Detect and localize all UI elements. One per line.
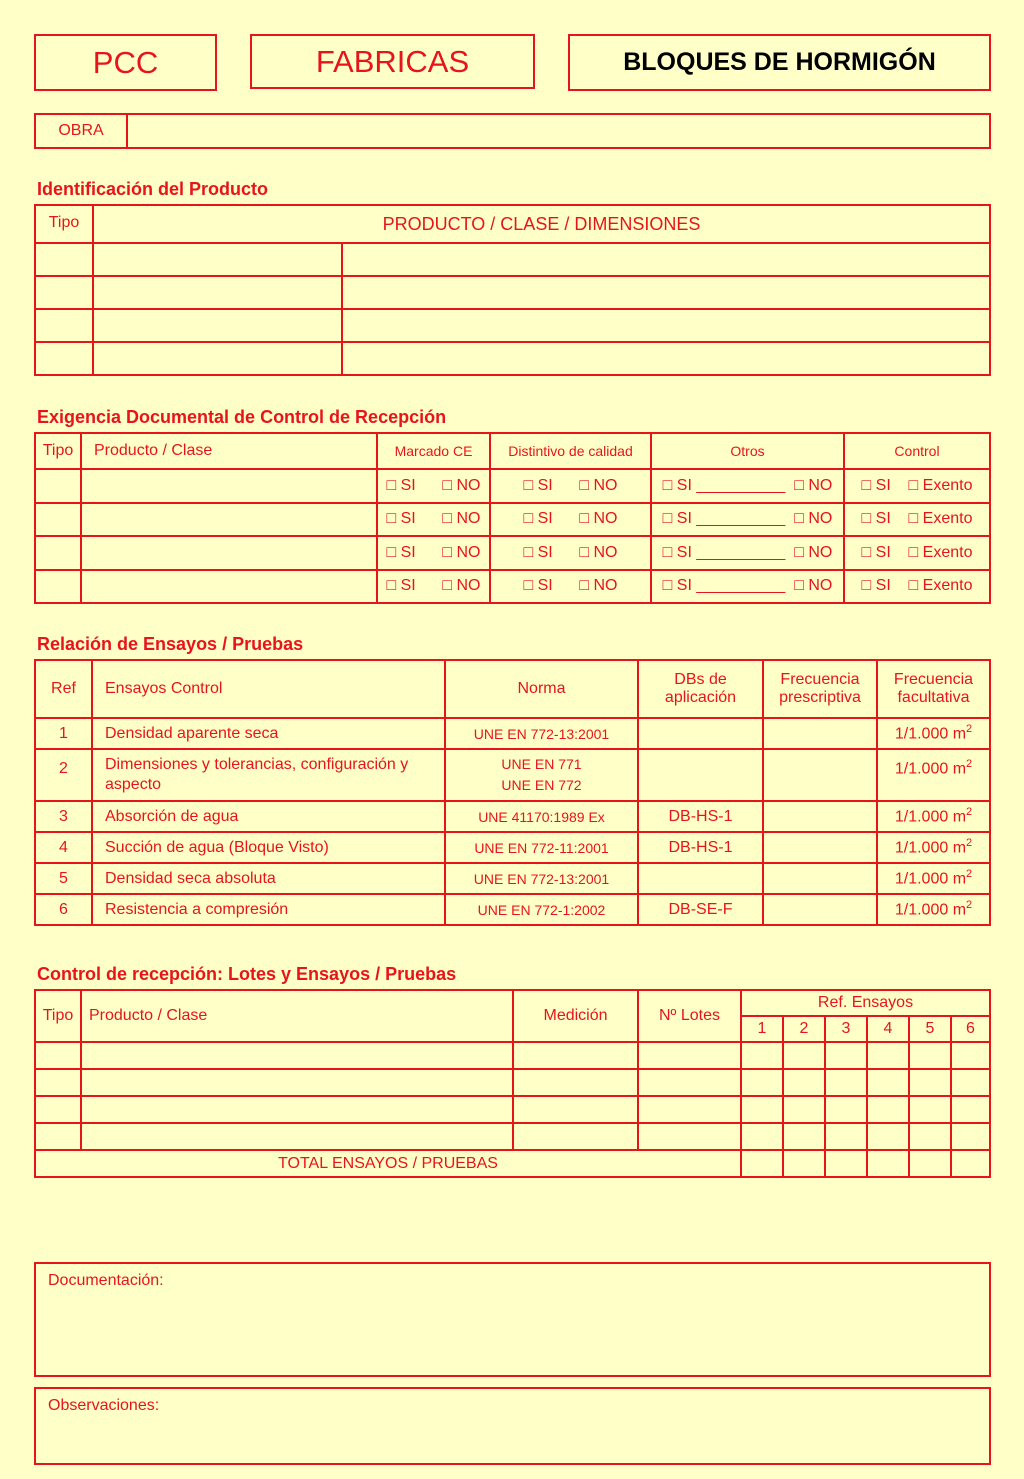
- control-checkbox[interactable]: □ SI □ Exento: [844, 469, 990, 503]
- distintivo-checkbox[interactable]: □ SI □ NO: [490, 469, 651, 503]
- ct-col-producto: Producto / Clase: [81, 990, 513, 1042]
- ensayo-norma-line: UNE EN 772: [501, 777, 582, 793]
- identificacion-table: [34, 204, 991, 376]
- ensayo-name: Succión de agua (Bloque Visto): [92, 832, 445, 863]
- ensayo-facultativa: 1/1.000 $m^2$: [877, 863, 990, 894]
- ensayo-norma: UNE EN 772-13:2001: [445, 718, 638, 749]
- ensayo-name: Densidad seca absoluta: [92, 863, 445, 894]
- ensayo-row: [35, 863, 990, 894]
- fabricas-box: [250, 34, 535, 89]
- ex-cell[interactable]: [81, 503, 377, 537]
- identificacion-title: Identificación del Producto: [37, 179, 269, 199]
- ensayo-prescriptiva: [763, 832, 877, 863]
- total-cell[interactable]: [741, 1150, 783, 1177]
- id-cell[interactable]: [93, 243, 342, 276]
- ex-col-otros: Otros: [651, 433, 844, 469]
- ct-cell[interactable]: [638, 1042, 741, 1069]
- id-cell[interactable]: [35, 276, 93, 309]
- id-cell[interactable]: [35, 342, 93, 375]
- ensayo-prescriptiva: [763, 863, 877, 894]
- marcado-checkbox[interactable]: □ SI □ NO: [377, 536, 490, 570]
- ensayo-prescriptiva: [763, 718, 877, 749]
- ct-cell[interactable]: [909, 1069, 951, 1096]
- ct-cell[interactable]: [741, 1069, 783, 1096]
- ens-col-dbs: DBs de aplicación: [638, 660, 763, 718]
- distintivo-checkbox[interactable]: □ SI □ NO: [490, 503, 651, 537]
- ex-cell[interactable]: [35, 536, 81, 570]
- title-box: [568, 34, 991, 91]
- ex-cell[interactable]: [81, 536, 377, 570]
- id-col-producto: PRODUCTO / CLASE / DIMENSIONES: [93, 205, 990, 243]
- ensayos-table: [34, 659, 991, 926]
- ex-col-control: Control: [844, 433, 990, 469]
- obra-field[interactable]: [127, 114, 990, 148]
- ensayo-prescriptiva: [763, 801, 877, 832]
- ct-cell[interactable]: [513, 1123, 638, 1150]
- distintivo-checkbox[interactable]: □ SI □ NO: [490, 570, 651, 604]
- ensayo-name: Densidad aparente seca: [92, 718, 445, 749]
- ensayo-name: Absorción de agua: [92, 801, 445, 832]
- ex-cell[interactable]: [81, 570, 377, 604]
- ct-ref-num: 4: [867, 1016, 909, 1042]
- id-cell[interactable]: [342, 276, 990, 309]
- page-title: BLOQUES DE HORMIGÓN: [623, 48, 936, 76]
- ens-col-prescriptiva: Frecuencia prescriptiva: [763, 660, 877, 718]
- ensayo-ref: 6: [35, 894, 92, 925]
- ct-cell[interactable]: [81, 1096, 513, 1123]
- ensayo-ref: 5: [35, 863, 92, 894]
- control-checkbox[interactable]: □ SI □ Exento: [844, 536, 990, 570]
- otros-checkbox[interactable]: □ SI __________ □ NO: [651, 570, 844, 604]
- ensayo-prescriptiva: [763, 749, 877, 801]
- ensayo-ref: 3: [35, 801, 92, 832]
- ct-col-medicion: Medición: [513, 990, 638, 1042]
- control-checkbox[interactable]: □ SI □ Exento: [844, 570, 990, 604]
- ct-cell[interactable]: [783, 1123, 825, 1150]
- ensayo-row: [35, 749, 990, 801]
- ensayo-row: [35, 894, 990, 925]
- otros-checkbox[interactable]: □ SI __________ □ NO: [651, 469, 844, 503]
- obra-label: OBRA: [35, 114, 127, 148]
- ct-cell[interactable]: [867, 1069, 909, 1096]
- pcc-box: [34, 34, 217, 91]
- ct-cell[interactable]: [909, 1042, 951, 1069]
- ct-cell[interactable]: [783, 1042, 825, 1069]
- ensayo-db: [638, 863, 763, 894]
- ct-ref-num: 1: [741, 1016, 783, 1042]
- ensayo-row: [35, 832, 990, 863]
- ct-ref-num: 5: [909, 1016, 951, 1042]
- ensayo-facultativa: 1/1.000 $m^2$: [877, 894, 990, 925]
- documentacion-box[interactable]: [34, 1262, 991, 1377]
- control-checkbox[interactable]: □ SI □ Exento: [844, 503, 990, 537]
- ct-col-tipo: Tipo: [35, 990, 81, 1042]
- ct-cell[interactable]: [825, 1096, 867, 1123]
- ct-cell[interactable]: [825, 1123, 867, 1150]
- ensayo-facultativa: 1/1.000 $m^2$: [877, 749, 990, 801]
- ensayo-norma: UNE EN 772-11:2001: [445, 832, 638, 863]
- ens-col-ref: Ref: [35, 660, 92, 718]
- ex-cell[interactable]: [35, 469, 81, 503]
- ensayo-db: [638, 749, 763, 801]
- ex-cell[interactable]: [81, 469, 377, 503]
- ct-cell[interactable]: [867, 1096, 909, 1123]
- ens-col-norma: Norma: [445, 660, 638, 718]
- ct-cell[interactable]: [638, 1069, 741, 1096]
- ct-cell[interactable]: [741, 1123, 783, 1150]
- ct-cell[interactable]: [741, 1042, 783, 1069]
- ct-cell[interactable]: [513, 1096, 638, 1123]
- ensayo-db: DB-SE-F: [638, 894, 763, 925]
- ensayos-title: Relación de Ensayos / Pruebas: [37, 634, 304, 654]
- ensayo-facultativa: 1/1.000 $m^2$: [877, 718, 990, 749]
- ct-ref-num: 3: [825, 1016, 867, 1042]
- observaciones-label: Observaciones:: [48, 1397, 160, 1414]
- ens-col-facultativa: Frecuencia facultativa: [877, 660, 990, 718]
- ensayo-name: Dimensiones y tolerancias, configuración y aspecto: [92, 749, 445, 801]
- ensayo-name: Resistencia a compresión: [92, 894, 445, 925]
- ct-cell[interactable]: [909, 1096, 951, 1123]
- otros-checkbox[interactable]: □ SI __________ □ NO: [651, 503, 844, 537]
- ensayo-ref: 1: [35, 718, 92, 749]
- ct-cell[interactable]: [951, 1042, 990, 1069]
- id-cell[interactable]: [35, 309, 93, 342]
- ct-cell[interactable]: [35, 1042, 81, 1069]
- documentacion-label: Documentación:: [48, 1272, 164, 1289]
- ensayo-norma: UNE 41170:1989 Ex: [445, 801, 638, 832]
- id-cell[interactable]: [93, 276, 342, 309]
- id-col-tipo: Tipo: [35, 205, 93, 243]
- ct-cell[interactable]: [35, 1123, 81, 1150]
- ct-cell[interactable]: [35, 1096, 81, 1123]
- ct-cell[interactable]: [867, 1123, 909, 1150]
- total-cell[interactable]: [867, 1150, 909, 1177]
- ct-cell[interactable]: [783, 1069, 825, 1096]
- ex-col-producto: Producto / Clase: [81, 433, 377, 469]
- observaciones-box[interactable]: [34, 1387, 991, 1465]
- total-cell[interactable]: [909, 1150, 951, 1177]
- control-title: Control de recepción: Lotes y Ensayos / Pruebas: [37, 964, 457, 984]
- id-cell[interactable]: [93, 309, 342, 342]
- pcc-label: PCC: [92, 44, 159, 80]
- exigencia-table: [34, 432, 991, 604]
- total-cell[interactable]: [783, 1150, 825, 1177]
- ct-cell[interactable]: [81, 1042, 513, 1069]
- ex-cell[interactable]: [35, 503, 81, 537]
- ensayo-prescriptiva: [763, 894, 877, 925]
- ct-cell[interactable]: [81, 1069, 513, 1096]
- ct-cell[interactable]: [35, 1069, 81, 1096]
- ct-cell[interactable]: [825, 1069, 867, 1096]
- total-cell[interactable]: [825, 1150, 867, 1177]
- ex-col-distintivo: Distintivo de calidad: [490, 433, 651, 469]
- obra-table: [34, 113, 991, 149]
- ct-cell[interactable]: [783, 1096, 825, 1123]
- ensayo-norma: UNE EN 772-13:2001: [445, 863, 638, 894]
- ct-ref-num: 6: [951, 1016, 990, 1042]
- ct-col-ref-ensayos: Ref. Ensayos: [741, 990, 990, 1016]
- ct-cell[interactable]: [741, 1096, 783, 1123]
- marcado-checkbox[interactable]: □ SI □ NO: [377, 570, 490, 604]
- id-cell[interactable]: [93, 342, 342, 375]
- ex-cell[interactable]: [35, 570, 81, 604]
- ct-cell[interactable]: [867, 1042, 909, 1069]
- ct-cell[interactable]: [951, 1096, 990, 1123]
- fabricas-label: FABRICAS: [315, 43, 470, 79]
- marcado-checkbox[interactable]: □ SI □ NO: [377, 469, 490, 503]
- ct-cell[interactable]: [951, 1123, 990, 1150]
- ensayo-facultativa: 1/1.000 $m^2$: [877, 832, 990, 863]
- ct-cell[interactable]: [81, 1123, 513, 1150]
- ensayo-norma: UNE EN 772-1:2002: [445, 894, 638, 925]
- ct-cell[interactable]: [638, 1123, 741, 1150]
- ex-col-marcado: Marcado CE: [377, 433, 490, 469]
- ensayo-db: DB-HS-1: [638, 801, 763, 832]
- ex-col-tipo: Tipo: [35, 433, 81, 469]
- id-cell[interactable]: [342, 342, 990, 375]
- distintivo-checkbox[interactable]: □ SI □ NO: [490, 536, 651, 570]
- ct-ref-num: 2: [783, 1016, 825, 1042]
- ensayo-ref: 2: [35, 749, 92, 801]
- ct-cell[interactable]: [951, 1069, 990, 1096]
- control-table: [34, 989, 991, 1178]
- ensayo-db: DB-HS-1: [638, 832, 763, 863]
- ens-col-ensayos: Ensayos Control: [92, 660, 445, 718]
- ensayo-row: [35, 801, 990, 832]
- ct-cell[interactable]: [513, 1069, 638, 1096]
- ensayo-ref: 4: [35, 832, 92, 863]
- ct-cell[interactable]: [909, 1123, 951, 1150]
- id-cell[interactable]: [35, 243, 93, 276]
- id-cell[interactable]: [342, 243, 990, 276]
- ensayo-norma: [445, 749, 638, 801]
- ensayo-db: [638, 718, 763, 749]
- ct-col-lotes: Nº Lotes: [638, 990, 741, 1042]
- ct-cell[interactable]: [513, 1042, 638, 1069]
- ensayo-row: [35, 718, 990, 749]
- ensayo-facultativa: 1/1.000 $m^2$: [877, 801, 990, 832]
- otros-checkbox[interactable]: □ SI __________ □ NO: [651, 536, 844, 570]
- total-label: TOTAL ENSAYOS / PRUEBAS: [35, 1150, 741, 1177]
- total-cell[interactable]: [951, 1150, 990, 1177]
- ct-cell[interactable]: [638, 1096, 741, 1123]
- marcado-checkbox[interactable]: □ SI □ NO: [377, 503, 490, 537]
- ensayo-norma-line: UNE EN 771: [501, 756, 582, 772]
- id-cell[interactable]: [342, 309, 990, 342]
- exigencia-title: Exigencia Documental de Control de Recepción: [37, 407, 447, 427]
- ct-cell[interactable]: [825, 1042, 867, 1069]
